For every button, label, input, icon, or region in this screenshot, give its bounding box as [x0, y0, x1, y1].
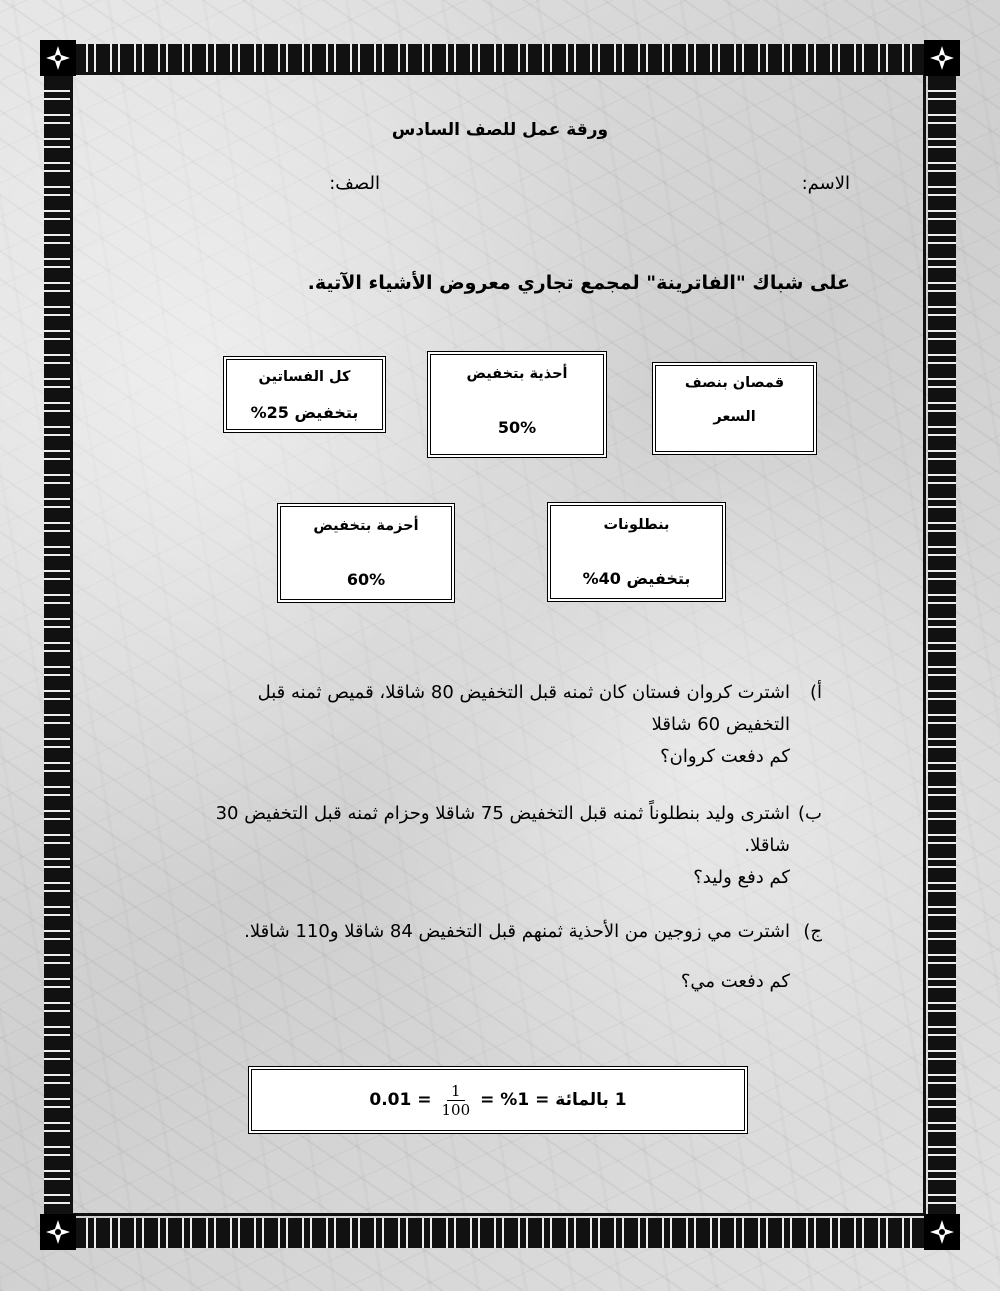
offer-box-line2: بتخفيض 40% — [582, 569, 691, 588]
question-c — [175, 916, 822, 998]
offer-box-line1: بنطلونات — [603, 517, 670, 533]
frame-border-top — [40, 44, 960, 74]
offer-box-line1: أحذية بتخفيض — [466, 366, 568, 382]
corner-ornament-icon — [40, 40, 76, 76]
fraction-numerator: 1 — [447, 1082, 465, 1101]
question-line: كم دفعت كروان؟ — [660, 746, 790, 767]
offer-box-belts — [277, 503, 455, 603]
corner-ornament-icon — [924, 1214, 960, 1250]
offer-box-line1: كل الفساتين — [258, 369, 351, 385]
percent-formula-box — [248, 1066, 748, 1134]
question-b — [152, 798, 822, 894]
question-marker: ب) — [798, 803, 822, 824]
question-marker: ج) — [803, 921, 822, 942]
offer-box-shirts — [652, 362, 817, 455]
question-line: كم دفعت مي؟ — [680, 971, 790, 992]
frame-border-left — [44, 44, 72, 1248]
corner-ornament-icon — [40, 1214, 76, 1250]
question-marker: أ) — [809, 682, 822, 703]
question-a — [200, 677, 822, 773]
offer-box-line2: بتخفيض 25% — [250, 403, 359, 422]
formula-right-text: = 0.01 — [369, 1090, 432, 1110]
question-line: اشترت مي زوجين من الأحذية ثمنهم قبل التخفيض 84 شاقلا و110 شاقلا. — [244, 921, 790, 942]
question-line: اشترى وليد بنطلوناً ثمنه قبل التخفيض 75 شاقلا وحزام ثمنه قبل التخفيض 30 — [215, 803, 790, 824]
question-line: كم دفع وليد؟ — [693, 867, 790, 888]
frame-inner-border — [70, 72, 926, 1216]
intro-text: على شباك "الفاترينة" لمجمع تجاري معروض الأشياء الآتية. — [307, 272, 850, 294]
frame-border-bottom — [40, 1218, 960, 1248]
offer-box-line2: السعر — [713, 409, 756, 425]
question-line: اشترت كروان فستان كان ثمنه قبل التخفيض 80 شاقلا، قميص ثمنه قبل — [257, 682, 790, 703]
fraction-denominator: 100 — [441, 1100, 471, 1119]
offer-box-line1: قمصان بنصف — [684, 375, 785, 391]
offer-box-shoes — [427, 351, 607, 458]
formula-fraction — [437, 1082, 474, 1119]
class-label: الصف: — [329, 173, 380, 194]
offer-box-line2: 50% — [497, 418, 537, 437]
offer-box-dresses — [223, 356, 386, 433]
offer-box-pants — [547, 502, 726, 602]
worksheet-title: ورقة عمل للصف السادس — [391, 120, 609, 140]
name-label: الاسم: — [801, 173, 850, 194]
offer-box-line1: أحزمة بتخفيض — [313, 518, 419, 534]
offer-box-line2: 60% — [346, 570, 386, 589]
corner-ornament-icon — [924, 40, 960, 76]
question-line: شاقلا. — [744, 835, 790, 856]
formula-left-text: 1 بالمائة = 1% = — [480, 1090, 627, 1110]
frame-border-right — [928, 44, 956, 1248]
question-line: التخفيض 60 شاقلا — [651, 714, 790, 735]
